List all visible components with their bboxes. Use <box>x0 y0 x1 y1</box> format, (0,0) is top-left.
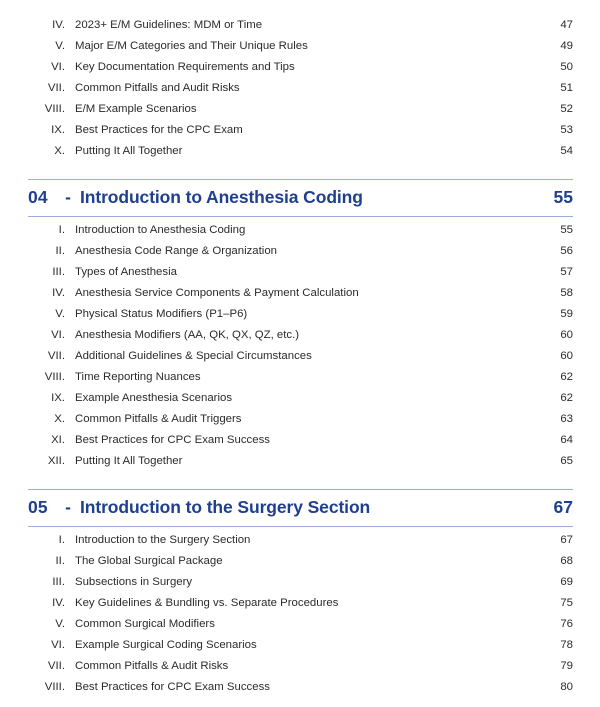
entry-title: Best Practices for CPC Exam Success <box>75 434 270 446</box>
entry-page-number: 59 <box>560 308 573 320</box>
entry-numeral: I. <box>58 534 65 546</box>
entry-title: Example Surgical Coding Scenarios <box>75 639 257 651</box>
entry-title: Anesthesia Code Range & Organization <box>75 245 277 257</box>
entry-page-number: 57 <box>560 266 573 278</box>
toc-entry[interactable] <box>28 124 573 145</box>
toc-entry[interactable] <box>28 618 573 639</box>
entry-numeral: I. <box>58 224 65 236</box>
entry-numeral: VII. <box>47 660 65 672</box>
entry-page-number: 64 <box>560 434 573 446</box>
chapter-entry-list <box>28 19 573 166</box>
entry-title: 2023+ E/M Guidelines: MDM or Time <box>75 19 263 31</box>
toc-entry[interactable] <box>28 308 573 329</box>
chapter-separator-dash: - <box>65 187 71 207</box>
toc-entry[interactable] <box>28 61 573 82</box>
toc-entry[interactable] <box>28 434 573 455</box>
entry-title: Putting It All Together <box>75 455 183 467</box>
table-of-contents <box>28 19 573 702</box>
entry-page-number: 58 <box>560 287 573 299</box>
entry-numeral: V. <box>55 618 65 630</box>
entry-page-number: 60 <box>560 350 573 362</box>
entry-page-number: 47 <box>560 19 573 31</box>
chapter-block <box>28 179 573 476</box>
entry-numeral: XI. <box>51 434 65 446</box>
entry-numeral: III. <box>52 266 65 278</box>
entry-numeral: XII. <box>47 455 65 467</box>
entry-title: Anesthesia Service Components & Payment Calculation <box>75 287 359 299</box>
toc-entry[interactable] <box>28 350 573 371</box>
toc-entry[interactable] <box>28 103 573 124</box>
entry-title: Major E/M Categories and Their Unique Rules <box>75 40 308 52</box>
toc-entry[interactable] <box>28 681 573 702</box>
entry-page-number: 75 <box>560 597 573 609</box>
chapter-number: 04 <box>28 187 48 207</box>
entry-numeral: VIII. <box>44 371 65 383</box>
chapter-page-number: 67 <box>553 497 573 517</box>
chapter-entry-list <box>28 534 573 702</box>
chapter-number: 05 <box>28 497 48 517</box>
toc-entry[interactable] <box>28 455 573 476</box>
entry-title: Key Guidelines & Bundling vs. Separate Procedures <box>75 597 339 609</box>
entry-numeral: II. <box>55 555 65 567</box>
entry-title: Best Practices for CPC Exam Success <box>75 681 270 693</box>
toc-entry[interactable] <box>28 287 573 308</box>
entry-page-number: 50 <box>560 61 573 73</box>
toc-entry[interactable] <box>28 576 573 597</box>
entry-numeral: V. <box>55 308 65 320</box>
entry-title: Additional Guidelines & Special Circumstances <box>75 350 312 362</box>
entry-title: Common Pitfalls and Audit Risks <box>75 82 240 94</box>
entry-numeral: III. <box>52 576 65 588</box>
chapter-separator-dash: - <box>65 497 71 517</box>
entry-numeral: IV. <box>52 287 65 299</box>
entry-title: Common Pitfalls & Audit Risks <box>75 660 229 672</box>
entry-numeral: II. <box>55 245 65 257</box>
toc-entry[interactable] <box>28 329 573 350</box>
entry-page-number: 68 <box>560 555 573 567</box>
entry-numeral: IX. <box>51 392 65 404</box>
entry-page-number: 52 <box>560 103 573 115</box>
entry-title: Physical Status Modifiers (P1–P6) <box>75 308 248 320</box>
entry-page-number: 79 <box>560 660 573 672</box>
entry-title: Introduction to the Surgery Section <box>75 534 251 546</box>
entry-page-number: 60 <box>560 329 573 341</box>
entry-numeral: X. <box>54 413 65 425</box>
chapter-block <box>28 489 573 702</box>
toc-entry[interactable] <box>28 266 573 287</box>
entry-page-number: 63 <box>560 413 573 425</box>
entry-page-number: 62 <box>560 392 573 404</box>
entry-numeral: IV. <box>52 597 65 609</box>
toc-entry[interactable] <box>28 371 573 392</box>
entry-page-number: 55 <box>560 224 573 236</box>
entry-title: Types of Anesthesia <box>75 266 177 278</box>
entry-numeral: V. <box>55 40 65 52</box>
toc-entry[interactable] <box>28 245 573 266</box>
entry-numeral: VI. <box>51 61 65 73</box>
entry-page-number: 51 <box>560 82 573 94</box>
entry-numeral: IV. <box>52 19 65 31</box>
entry-numeral: VIII. <box>44 681 65 693</box>
entry-title: Time Reporting Nuances <box>75 371 201 383</box>
entry-page-number: 56 <box>560 245 573 257</box>
toc-entry[interactable] <box>28 639 573 660</box>
entry-title: Putting It All Together <box>75 145 183 157</box>
entry-title: Common Pitfalls & Audit Triggers <box>75 413 242 425</box>
entry-numeral: VI. <box>51 639 65 651</box>
entry-numeral: IX. <box>51 124 65 136</box>
entry-numeral: VIII. <box>44 103 65 115</box>
toc-entry[interactable] <box>28 597 573 618</box>
chapter-heading[interactable] <box>28 179 573 217</box>
chapter-page-number: 55 <box>553 187 573 207</box>
entry-title: Subsections in Surgery <box>75 576 193 588</box>
entry-page-number: 78 <box>560 639 573 651</box>
entry-numeral: VII. <box>47 82 65 94</box>
entry-title: Anesthesia Modifiers (AA, QK, QX, QZ, etc.) <box>75 329 300 341</box>
toc-entry[interactable] <box>28 145 573 166</box>
chapter-heading[interactable] <box>28 489 573 527</box>
toc-entry[interactable] <box>28 534 573 555</box>
entry-numeral: X. <box>54 145 65 157</box>
entry-numeral: VI. <box>51 329 65 341</box>
toc-entry[interactable] <box>28 82 573 103</box>
toc-entry[interactable] <box>28 660 573 681</box>
entry-title: Introduction to Anesthesia Coding <box>75 224 246 236</box>
entry-title: The Global Surgical Package <box>75 555 223 567</box>
entry-page-number: 65 <box>560 455 573 467</box>
toc-entry[interactable] <box>28 224 573 245</box>
chapter-entry-list <box>28 224 573 476</box>
entry-numeral: VII. <box>47 350 65 362</box>
entry-page-number: 69 <box>560 576 573 588</box>
chapter-block <box>28 19 573 166</box>
chapter-title: Introduction to the Surgery Section <box>80 497 371 517</box>
entry-page-number: 80 <box>560 681 573 693</box>
entry-page-number: 49 <box>560 40 573 52</box>
entry-title: Key Documentation Requirements and Tips <box>75 61 295 73</box>
toc-entry[interactable] <box>28 555 573 576</box>
toc-entry[interactable] <box>28 392 573 413</box>
toc-entry[interactable] <box>28 19 573 40</box>
entry-title: Example Anesthesia Scenarios <box>75 392 233 404</box>
entry-title: Best Practices for the CPC Exam <box>75 124 243 136</box>
toc-entry[interactable] <box>28 413 573 434</box>
entry-page-number: 76 <box>560 618 573 630</box>
entry-page-number: 53 <box>560 124 573 136</box>
entry-page-number: 67 <box>560 534 573 546</box>
chapter-title: Introduction to Anesthesia Coding <box>80 187 363 207</box>
entry-page-number: 54 <box>560 145 573 157</box>
entry-page-number: 62 <box>560 371 573 383</box>
entry-title: E/M Example Scenarios <box>75 103 197 115</box>
entry-title: Common Surgical Modifiers <box>75 618 215 630</box>
toc-entry[interactable] <box>28 40 573 61</box>
